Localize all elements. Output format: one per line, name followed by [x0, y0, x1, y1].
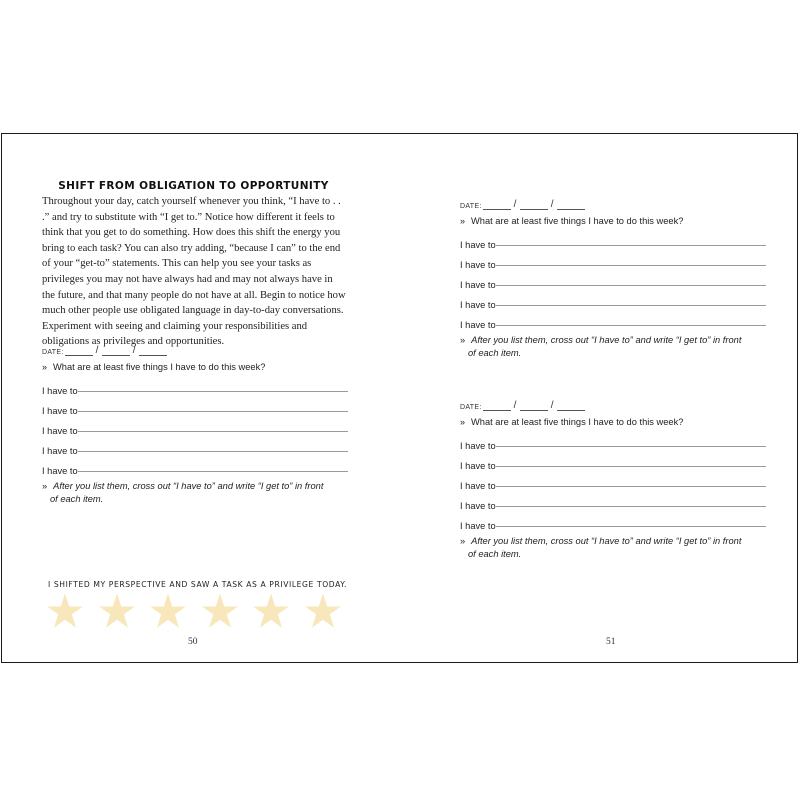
date-year-field[interactable]	[557, 401, 585, 411]
answer-row[interactable]: I have to	[460, 491, 766, 511]
date-year-field[interactable]	[557, 200, 585, 210]
answer-line[interactable]	[78, 459, 348, 472]
instruction-note: » After you list them, cross out “I have to” and write “I get to” in front of each item.	[42, 481, 324, 504]
answer-row[interactable]: I have to	[460, 290, 766, 310]
question-prompt: » What are at least five things I have to do this week?	[42, 362, 266, 372]
question-prompt: » What are at least five things I have to do this week?	[460, 216, 684, 226]
date-line: DATE: / /	[460, 399, 766, 411]
answer-line[interactable]	[496, 313, 766, 326]
right-page	[400, 134, 798, 662]
date-label: DATE:	[460, 404, 482, 411]
date-day-field[interactable]	[102, 346, 130, 356]
page-number-right: 51	[606, 637, 616, 647]
answer-line[interactable]	[78, 439, 348, 452]
date-day-field[interactable]	[520, 200, 548, 210]
answer-row[interactable]: I have to	[42, 436, 348, 456]
date-label: DATE:	[460, 203, 482, 210]
date-line: DATE: / /	[460, 198, 766, 210]
answer-line[interactable]	[78, 399, 348, 412]
star-icon[interactable]	[98, 592, 136, 630]
answer-line[interactable]	[496, 434, 766, 447]
chevron-right-icon: »	[460, 417, 466, 427]
answer-line[interactable]	[496, 454, 766, 467]
answer-line[interactable]	[496, 293, 766, 306]
answer-line[interactable]	[496, 474, 766, 487]
star-icon[interactable]	[304, 592, 342, 630]
star-icon[interactable]	[201, 592, 239, 630]
date-day-field[interactable]	[520, 401, 548, 411]
answer-row[interactable]: I have to	[460, 310, 766, 330]
instruction-note: » After you list them, cross out “I have to” and write “I get to” in front of each item.	[460, 536, 742, 559]
star-tracker	[46, 592, 346, 632]
star-icon[interactable]	[252, 592, 290, 630]
answer-line[interactable]	[78, 379, 348, 392]
answer-row[interactable]: I have to	[460, 230, 766, 250]
journal-section-left	[42, 344, 348, 506]
book-spread	[1, 133, 798, 663]
answer-line[interactable]	[496, 514, 766, 527]
answer-row[interactable]: I have to	[460, 471, 766, 491]
date-month-field[interactable]	[65, 346, 93, 356]
answer-line[interactable]	[496, 273, 766, 286]
star-icon[interactable]	[46, 592, 84, 630]
question-prompt: » What are at least five things I have to do this week?	[460, 417, 684, 427]
chevron-right-icon: »	[42, 481, 48, 491]
chevron-right-icon: »	[460, 536, 466, 546]
star-icon[interactable]	[149, 592, 187, 630]
answer-row[interactable]: I have to	[42, 416, 348, 436]
date-label: DATE:	[42, 349, 64, 356]
answer-line[interactable]	[496, 253, 766, 266]
date-line: DATE: / /	[42, 344, 348, 356]
chevron-right-icon: »	[42, 362, 48, 372]
answer-row[interactable]: I have to	[460, 431, 766, 451]
journal-section-right-2	[460, 399, 766, 561]
tracker-caption: I SHIFTED MY PERSPECTIVE AND SAW A TASK AS A PRIVILEGE TODAY.	[48, 580, 348, 589]
answer-row[interactable]: I have to	[460, 250, 766, 270]
answer-row[interactable]: I have to	[42, 456, 348, 476]
chevron-right-icon: »	[460, 216, 466, 226]
date-month-field[interactable]	[483, 401, 511, 411]
page-title: SHIFT FROM OBLIGATION TO OPPORTUNITY	[58, 180, 329, 192]
page-number-left: 50	[188, 637, 198, 647]
instruction-note: » After you list them, cross out “I have to” and write “I get to” in front of each item.	[460, 335, 742, 358]
answer-row[interactable]: I have to	[460, 451, 766, 471]
answer-row[interactable]: I have to	[460, 511, 766, 531]
chevron-right-icon: »	[460, 335, 466, 345]
date-year-field[interactable]	[139, 346, 167, 356]
left-page	[2, 134, 400, 662]
answer-line[interactable]	[78, 419, 348, 432]
answer-row[interactable]: I have to	[42, 396, 348, 416]
answer-row[interactable]: I have to	[42, 376, 348, 396]
answer-line[interactable]	[496, 494, 766, 507]
journal-section-right-1	[460, 198, 766, 360]
date-month-field[interactable]	[483, 200, 511, 210]
intro-paragraph: Throughout your day, catch yourself whenever you think, “I have to . . .” and try to substitute with “I get to.” Notice how different it feels to think that you get to do something. How does this shift the energy you bring to each task? You can also try adding, “because I can” to the end of your “get-to” statements. This can help you see your tasks as privileges you may not have always had and may not always have in the future, and that many people do not have at all. Begin to notice how much other people use obligated language in day-to-day conversations. Experiment with seeing and claiming your responsibilities and obligations as privileges and opportunities.	[42, 196, 346, 348]
answer-row[interactable]: I have to	[460, 270, 766, 290]
answer-line[interactable]	[496, 233, 766, 246]
